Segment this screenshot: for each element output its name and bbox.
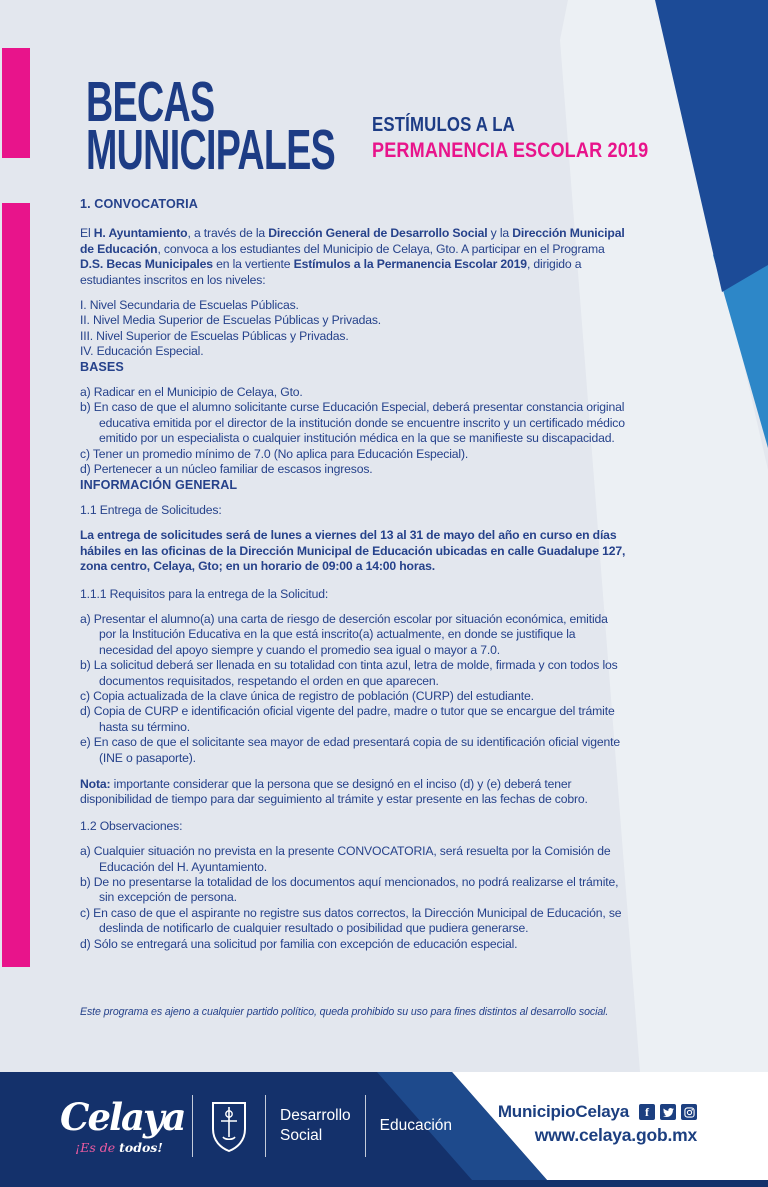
- text-run: , a través de la: [187, 226, 269, 241]
- city-crest-icon: [207, 1097, 251, 1155]
- nota-paragraph: [80, 777, 628, 808]
- list-item: a) Presentar el alumno(a) una carta de riesgo de deserción escolar por situación económica, emitida por la Institución Educativa en la que está inscrito(a) actualmente, en donde se justifique la necesidad del apoyo siempre y cuando el promedio sea igual o mayor a 7.0.: [80, 611, 608, 657]
- info-general-heading: INFORMACIÓN GENERAL: [80, 477, 238, 492]
- celaya-logo-text: Celaya: [60, 1094, 185, 1139]
- bases-heading: BASES: [80, 359, 124, 374]
- pink-accent-bar-long: [2, 203, 30, 967]
- list-item: d) Pertenecer a un núcleo familiar de escasos ingresos.: [80, 462, 373, 477]
- observaciones-subheading: 1.2 Observaciones:: [80, 818, 183, 833]
- entrega-subheading: 1.1 Entrega de Solicitudes:: [80, 502, 222, 517]
- requisitos-subheading: 1.1.1 Requisitos para la entrega de la Solicitud:: [80, 586, 329, 601]
- levels-list: [80, 298, 628, 360]
- list-item: b) La solicitud deberá ser llenada en su totalidad con tinta azul, letra de molde, firmada y con todos los documentos requisitados, respetando el orden en que aparecen.: [80, 658, 618, 688]
- footer-branding: [60, 1082, 452, 1170]
- poster-subtitle: [372, 114, 648, 163]
- list-item: a) Cualquier situación no prevista en la presente CONVOCATORIA, será resuelta por la Comisión de Educación del H. Ayuntamiento.: [80, 844, 611, 874]
- list-item: c) En caso de que el aspirante no registre sus datos correctos, la Dirección Municipal de Educación, se deslinda de notificarlo de cualquier resultado o posibilidad que pudiera generarse.: [80, 905, 622, 936]
- text-run: El: [80, 226, 94, 241]
- convocatoria-heading: 1. CONVOCATORIA: [80, 197, 198, 211]
- text-run: Estímulos a la Permanencia Escolar 2019: [293, 257, 527, 272]
- header: [86, 70, 649, 182]
- social-handle: MunicipioCelaya: [497, 1102, 629, 1121]
- title-line-1: BECAS: [86, 70, 215, 134]
- celaya-tagline: [60, 1140, 178, 1155]
- educacion-label: Educación: [379, 1117, 453, 1134]
- list-item: II. Nivel Media Superior de Escuelas Públicas y Privadas.: [80, 313, 382, 328]
- list-item: d) Copia de CURP e identificación oficial vigente del padre, madre o tutor que se encargue del trámite hasta su término.: [80, 704, 615, 734]
- list-item: I. Nivel Secundaria de Escuelas Públicas.: [80, 298, 299, 313]
- list-item: b) En caso de que el alumno solicitante curse Educación Especial, deberá presentar constancia original educativa emitida por el director de la institución donde se encuentre inscrito y un certificado médico emitido por un especialista o cualquier institución médica en la que se manifieste su discapacidad.: [80, 400, 625, 446]
- list-item: c) Copia actualizada de la clave única de registro de población (CURP) del estudiante.: [80, 688, 534, 703]
- text-run: H. Ayuntamiento: [93, 226, 188, 241]
- list-item: d) Sólo se entregará una solicitud por familia con excepción de educación especial.: [80, 936, 518, 951]
- celaya-logo: [60, 1094, 185, 1155]
- convocatoria-intro: [80, 226, 628, 288]
- facebook-icon: f: [639, 1104, 655, 1120]
- subtitle-line-2: PERMANENCIA ESCOLAR 2019: [372, 138, 649, 162]
- tagline-part-2: todos!: [119, 1139, 163, 1155]
- social-row: [498, 1102, 697, 1122]
- requisitos-list: [80, 612, 628, 766]
- text-run: D.S. Becas Municipales: [80, 257, 213, 272]
- footer-contact: [498, 1102, 697, 1146]
- footer-divider: [265, 1095, 266, 1157]
- list-item: c) Tener un promedio mínimo de 7.0 (No aplica para Educación Especial).: [80, 446, 469, 461]
- text-run: en la vertiente: [212, 257, 294, 272]
- body-content: [80, 197, 628, 952]
- footer-bottom-strip: [0, 1180, 768, 1187]
- bases-list: [80, 385, 628, 477]
- text-run: Nota:: [80, 777, 111, 791]
- text-run: y la: [487, 226, 513, 241]
- twitter-icon: [660, 1104, 676, 1120]
- text-run: importante considerar que la persona que se designó en el inciso (d) y (e) deberá tener disponibilidad de tiempo para dar seguimiento al trámite y estar presente en las fechas de cobro.: [80, 777, 588, 807]
- footer-divider: [192, 1095, 193, 1157]
- text-run: Dirección General de Desarrollo Social: [268, 226, 488, 241]
- list-item: b) De no presentarse la totalidad de los documentos aquí mencionados, no podrá realizarse el trámite, sin excepción de persona.: [80, 875, 619, 905]
- instagram-icon: [681, 1104, 697, 1120]
- poster-title: [86, 70, 336, 182]
- dept-line-2: Social: [280, 1127, 323, 1144]
- desarrollo-social-label: [280, 1106, 351, 1146]
- footer: [0, 1072, 768, 1187]
- list-item: IV. Educación Especial.: [80, 344, 204, 359]
- text-run: Dirección Municipal de Educación: [80, 226, 625, 256]
- text-run: , dirigido a estudiantes inscritos en los niveles:: [80, 257, 582, 287]
- title-line-2: MUNICIPALES: [86, 118, 336, 182]
- pink-accent-bar-top: [2, 48, 30, 158]
- subtitle-line-1: ESTÍMULOS A LA: [372, 114, 515, 136]
- list-item: III. Nivel Superior de Escuelas Públicas y Privadas.: [80, 328, 349, 343]
- legal-disclaimer: Este programa es ajeno a cualquier partido político, queda prohibido su uso para fines distintos al desarrollo social.: [80, 1006, 609, 1018]
- dept-line-1: Desarrollo: [280, 1107, 351, 1124]
- website-url: www.celaya.gob.mx: [534, 1125, 697, 1145]
- text-run: , convoca a los estudiantes del Municipio de Celaya, Gto. A participar en el Programa: [157, 241, 605, 256]
- entrega-paragraph: La entrega de solicitudes será de lunes a viernes del 13 al 31 de mayo del año en curso en días hábiles en las oficinas de la Dirección Municipal de Educación ubicadas en calle Guadalupe 127, zona centro, Celaya, Gto; en un horario de 09:00 a 14:00 horas.: [80, 528, 626, 574]
- tagline-part-1: ¡Es de: [75, 1139, 120, 1155]
- observaciones-list: [80, 844, 628, 952]
- list-item: a) Radicar en el Municipio de Celaya, Gto.: [80, 385, 303, 400]
- footer-divider: [365, 1095, 366, 1157]
- list-item: e) En caso de que el solicitante sea mayor de edad presentará copia de su identificación oficial vigente (INE o pasaporte).: [80, 735, 620, 765]
